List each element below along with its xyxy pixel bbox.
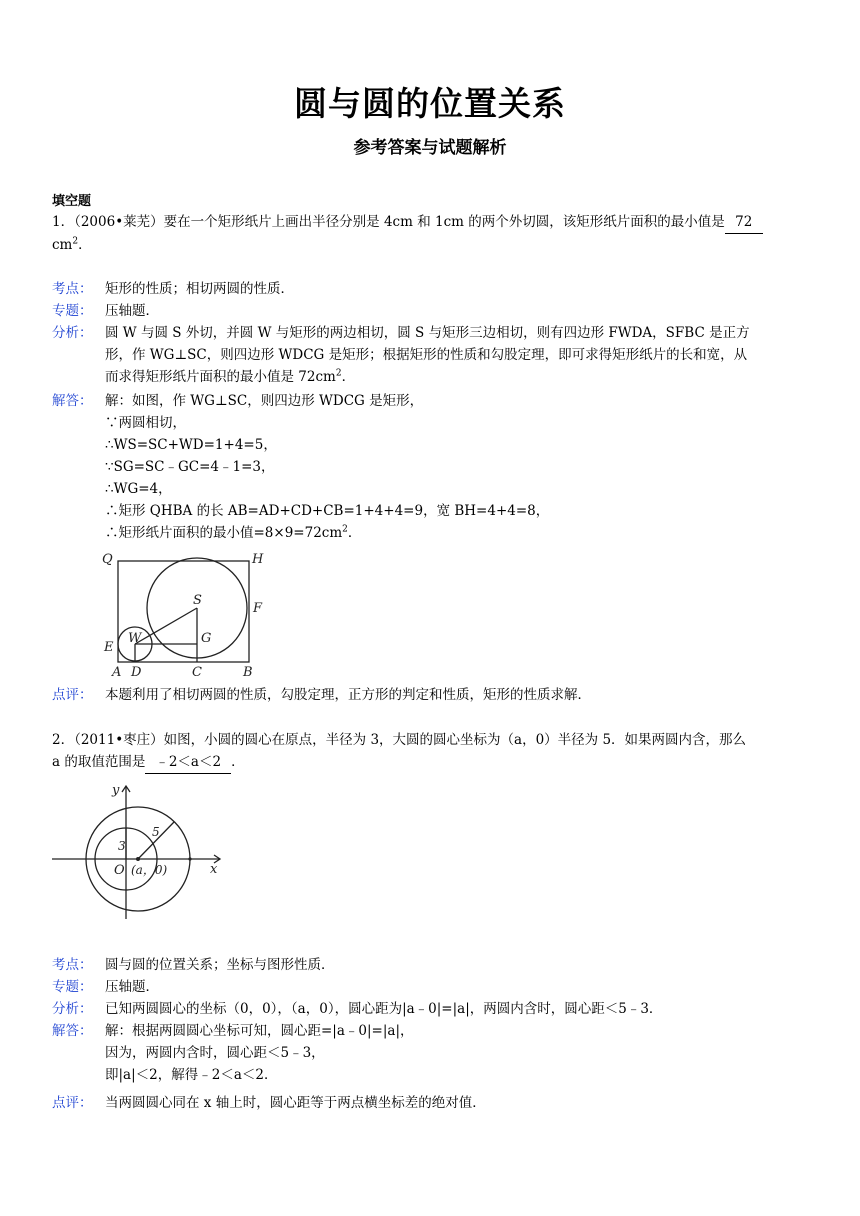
question-2-stem xyxy=(52,729,812,774)
label-r5: 5 xyxy=(152,825,160,839)
q1-fenxi-label: 分析： xyxy=(52,325,93,341)
tangent-point xyxy=(188,857,191,860)
q2-stem-end: ． xyxy=(231,754,245,770)
q1-jieda xyxy=(105,390,811,544)
label-x: x xyxy=(210,862,218,877)
label-w: W xyxy=(128,631,142,646)
q1-jieda-line: ∵SG=SC﹣GC=4﹣1=3， xyxy=(105,459,275,475)
q2-stem-a: a 的取值范围是 xyxy=(52,754,146,770)
label-c: C xyxy=(192,665,202,680)
page-title: 圆与圆的位置关系 xyxy=(294,84,566,123)
q1-zhuanti: 压轴题． xyxy=(105,303,159,319)
q2-stem-line-1: 2．（2011•枣庄）如图，小圆的圆心在原点，半径为 3，大圆的圆心坐标为（a，0）半径为 5．如果两圆内含，那么 xyxy=(52,732,747,748)
q2-jieda xyxy=(105,1020,811,1086)
q1-stem-b: cm xyxy=(52,237,73,253)
q2-kaodian: 圆与圆的位置关系；坐标与图形性质． xyxy=(105,957,335,973)
q1-fenxi-line-2: 形，作 WG⊥SC，则四边形 WDCG 是矩形；根据矩形的性质和勾股定理，即可求得矩形纸片的长和宽，从 xyxy=(105,347,748,363)
question-1-stem xyxy=(52,211,812,256)
label-f: F xyxy=(253,601,263,616)
q1-jieda-line: ∴矩形 QHBA 的长 AB=AD+CD+CB=1+4+4=9，宽 BH=4+4=8， xyxy=(105,503,550,519)
q1-jieda-line: ∴矩形纸片面积的最小值$=8\times 9=72cm^2$． xyxy=(105,524,362,541)
q1-dianping-label: 点评： xyxy=(52,687,93,703)
q1-stem-a: 1．（2006•莱芜）要在一个矩形纸片上画出半径分别是 4cm 和 1cm 的两个外切圆，该矩形纸片面积的最小值是 xyxy=(52,214,725,230)
q1-answer: 72 xyxy=(725,211,763,234)
q2-fenxi-label: 分析： xyxy=(52,1001,93,1017)
figure-2-coordinates xyxy=(48,782,228,922)
q1-fenxi xyxy=(105,322,811,388)
q2-dianping: 当两圆圆心同在 x 轴上时，圆心距等于两点横坐标差的绝对值． xyxy=(105,1095,486,1111)
q1-jieda-line: 解：如图，作 WG⊥SC，则四边形 WDCG 是矩形， xyxy=(105,393,424,409)
q1-jieda-label: 解答： xyxy=(52,393,93,409)
label-b: B xyxy=(243,665,253,680)
segment-ws xyxy=(135,608,197,644)
q1-jieda-line: ∴WS=SC+WD=1+4=5， xyxy=(105,437,277,453)
figure-1-geometry xyxy=(98,548,278,680)
q1-jieda-line: ∴WG=4， xyxy=(105,481,172,497)
q1-zhuanti-label: 专题： xyxy=(52,303,93,319)
q2-fenxi: 已知两圆圆心的坐标（0，0），（a，0），圆心距为|a﹣0|=|a|，两圆内含时，圆心距＜5﹣3． xyxy=(105,1001,663,1017)
label-a0: (a，0) xyxy=(131,863,168,877)
label-y: y xyxy=(112,783,120,798)
q1-kaodian: 矩形的性质；相切两圆的性质． xyxy=(105,281,294,297)
q2-dianping-label: 点评： xyxy=(52,1095,93,1111)
q1-fenxi-line-1: 圆 W 与圆 S 外切，并圆 W 与矩形的两边相切，圆 S 与矩形三边相切，则有四边形 FWDA，SFBC 是正方 xyxy=(105,325,750,341)
q2-kaodian-label: 考点： xyxy=(52,957,93,973)
q1-fenxi-row xyxy=(52,322,812,392)
label-h: H xyxy=(252,552,264,567)
q2-jieda-label: 解答： xyxy=(52,1023,93,1039)
center-point xyxy=(136,857,140,861)
q2-zhuanti-label: 专题： xyxy=(52,979,93,995)
q1-fenxi-line-3: 而求得矩形纸片面积的最小值是 $72cm^2$． xyxy=(105,368,356,385)
q2-answer: ﹣2＜a＜2 xyxy=(145,751,231,774)
q1-dianping: 本题利用了相切两圆的性质，勾股定理，正方形的判定和性质，矩形的性质求解． xyxy=(105,687,591,703)
label-q: Q xyxy=(102,552,113,567)
label-a: A xyxy=(112,665,122,680)
label-o: O xyxy=(114,863,125,878)
q1-stem-end: ． xyxy=(78,237,92,253)
label-g: G xyxy=(201,631,212,646)
page-subtitle: 参考答案与试题解析 xyxy=(353,138,507,158)
q1-stem-sup: 2 xyxy=(72,236,79,247)
q2-jieda-line: 因为，两圆内含时，圆心距＜5﹣3， xyxy=(105,1045,325,1061)
q2-jieda-line: 即|a|＜2，解得﹣2＜a＜2． xyxy=(105,1067,278,1083)
q2-jieda-row xyxy=(52,1020,812,1090)
q1-jieda-row xyxy=(52,390,812,550)
section-heading: 填空题 xyxy=(52,194,92,209)
q1-jieda-line: ∵两圆相切， xyxy=(105,415,186,431)
label-e: E xyxy=(104,640,114,655)
q1-kaodian-label: 考点： xyxy=(52,281,93,297)
q2-jieda-line: 解：根据两圆圆心坐标可知，圆心距=|a﹣0|=|a|， xyxy=(105,1023,414,1039)
label-r3: 3 xyxy=(118,839,126,853)
label-d: D xyxy=(131,665,142,680)
label-s: S xyxy=(193,593,202,608)
q2-zhuanti: 压轴题． xyxy=(105,979,159,995)
